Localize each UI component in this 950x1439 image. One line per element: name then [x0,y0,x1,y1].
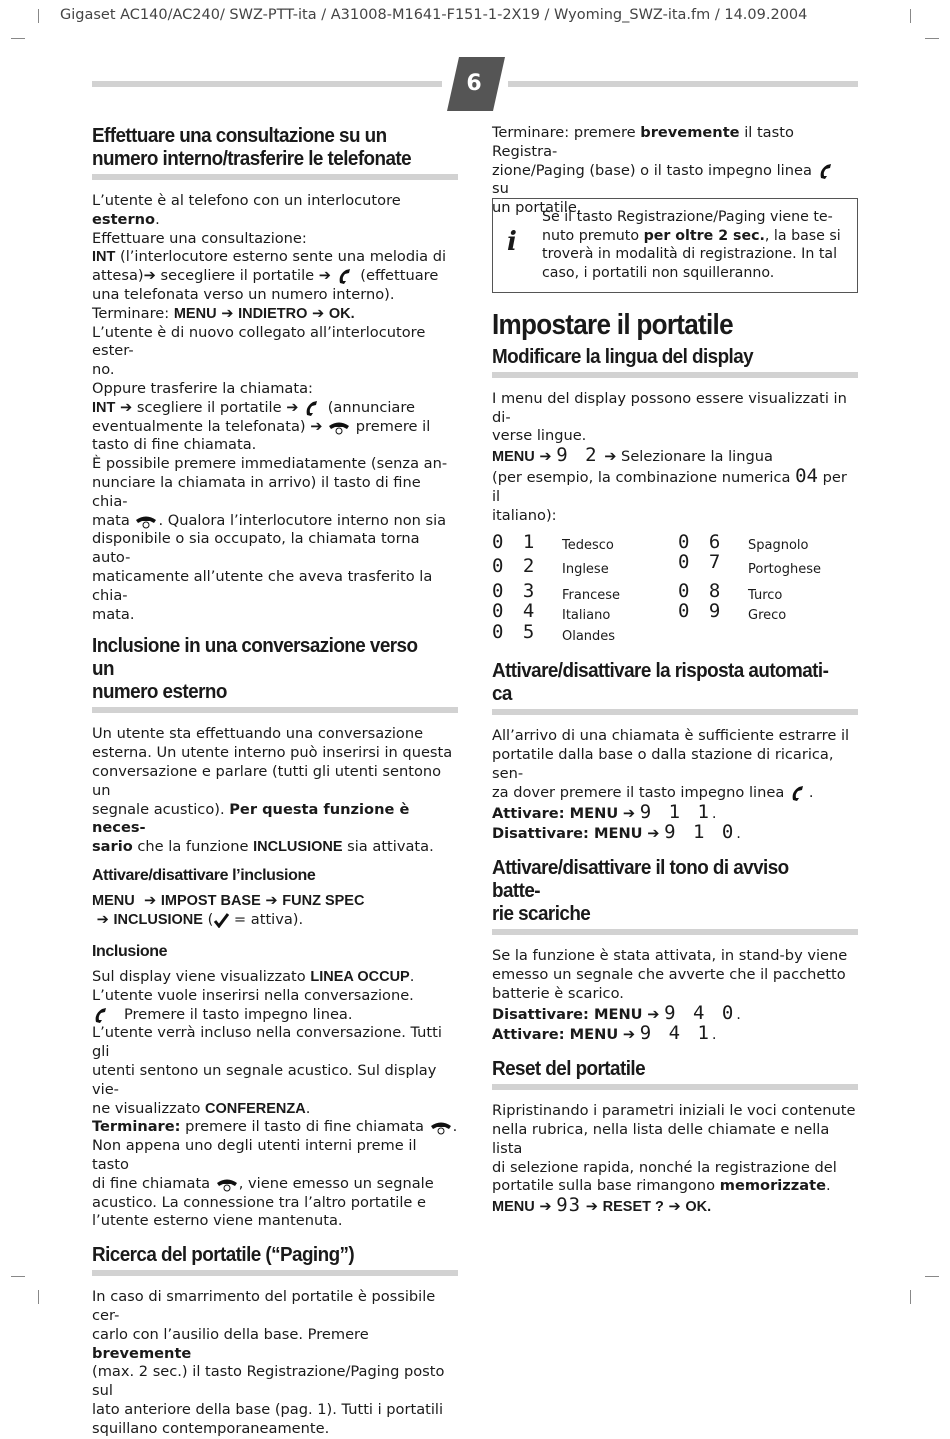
menu-path [492,1196,858,1217]
text: (annunciare [323,398,416,416]
paragraph [492,727,858,802]
text: Selezionare la lingua [616,448,773,466]
arrow-icon: ➔ [318,267,332,285]
paragraph [92,305,458,324]
text: All’arrivo di una chiamata è sufficiente estrarre il [492,727,850,745]
crop-mark [910,9,911,23]
bold-text: brevemente [92,1344,192,1362]
chapter-title: Impostare il portatile [492,309,733,341]
language-name: Greco [748,608,787,624]
paragraph [92,455,458,624]
paragraph: L’utente vuole inserirsi nella conversazione. [92,986,414,1004]
text: Se la funzione è stata attivata, in stand-by viene [492,947,848,965]
text: In caso di smarrimento del portatile è possibile cer- [92,1288,436,1325]
end-call-key-icon [327,419,351,435]
text: carlo con l’ausilio della base. Premere [92,1325,369,1343]
text: Terminare: premere [492,124,641,141]
text: , la base si [764,227,841,244]
title-line: numero esterno [92,680,227,704]
checkmark-icon [213,912,229,928]
language-name: Inglese [562,562,609,578]
crop-mark [910,1290,911,1304]
text: (max. 2 sec.) il tasto Registrazione/Paging posto sul [92,1363,445,1400]
end-call-key-icon [215,1176,239,1192]
menu-key: RESET ? [602,1199,664,1216]
language-code: 0 6 [678,531,725,554]
info-text [542,208,842,282]
info-box [492,198,858,293]
text: caso, i portatili non squilleranno. [542,264,775,281]
language-code: 0 4 [492,600,539,623]
language-name: Portoghese [748,562,821,578]
menu-path [492,446,858,467]
text: squillano contemporaneamente. [92,1419,330,1437]
menu-path [492,800,858,824]
section-consultazione [92,124,458,624]
paragraph [92,324,458,380]
language-code: 0 3 [492,580,539,603]
text: ( [202,910,214,928]
page-number-tab [447,57,505,111]
section-inclusione [92,634,458,1231]
info-icon: i [507,227,517,257]
arrow-icon: ➔ [647,825,660,843]
text: portatile sulla base rimangono [492,1177,720,1195]
language-code: 0 2 [492,555,539,578]
talk-key-icon [817,162,837,180]
title-line: Attivare/disattivare la risposta automati- [492,659,829,683]
language-name: Spagnolo [748,538,809,554]
paragraph: Oppure trasferire la chiamata: [92,379,313,397]
section-title [492,659,829,705]
text: zione/Paging (base) o il tasto impegno linea [492,161,817,179]
title-line: numero interno/trasferire le telefonate [92,147,412,170]
text: . [409,968,415,986]
text: . [736,825,741,843]
key-code: 93 [556,1194,582,1217]
crop-mark [11,1276,25,1277]
language-name: Italiano [562,608,611,624]
text: secegliere il portatile [155,267,319,285]
text: . [452,1118,458,1136]
text: disponibile o sia occupato, la chiamata torna auto- [92,530,420,567]
text: È possibile premere immediatamente (senza an- [92,455,448,473]
text: Premere il tasto impegno linea. [124,1005,353,1023]
key-code: 9 4 1 [639,1022,712,1045]
end-call-key-icon [429,1119,453,1135]
display-text: LINEA OCCUP [310,969,410,986]
title-line: rie scariche [492,902,591,926]
header-rule-left [92,81,442,87]
arrow-icon: ➔ [585,1198,598,1216]
text: Non appena uno degli utenti interni preme il tasto [92,1137,417,1174]
paragraph [492,464,858,525]
crop-mark [11,38,25,39]
bold-text: esterno [92,210,156,228]
text: emesso un segnale che avverte che il pacchetto [492,965,846,983]
menu-key: INDIETRO [238,305,308,322]
text: esterna. Un utente interno può inserirsi in questa [92,744,453,762]
language-name: Tedesco [562,538,614,554]
paragraph [92,1288,458,1438]
arrow-icon: ➔ [622,1026,636,1044]
paragraph [492,1102,858,1196]
text: tasto di fine chiamata. [92,436,257,454]
text: premere il tasto di fine chiamata [180,1118,429,1136]
title-line: Effettuare una consultazione su un [92,124,387,147]
paragraph [92,399,458,455]
bold-text: Terminare: [92,1118,181,1136]
text: italiano): [492,506,557,524]
text: una telefonata verso un numero interno). [92,285,395,303]
text: verse lingue. [492,427,587,445]
menu-key: MENU [173,305,217,322]
arrow-icon: ➔ [143,891,157,909]
talk-key-icon [336,267,356,285]
text: (l’interlocutore esterno sente una melodia di [115,248,447,266]
text: (per esempio, la combinazione numerica [492,468,796,486]
paragraph [92,1118,458,1137]
paragraph [92,1137,458,1231]
arrow-icon: ➔ [96,910,109,928]
menu-key: INCLUSIONE [113,911,203,928]
title-line: Attivare/disattivare il tono di avviso batte- [492,856,789,903]
text: . [155,210,160,228]
arrow-icon: ➔ [286,398,299,416]
arrow-icon: ➔ [265,891,278,909]
key-code: 9 2 [556,444,600,467]
text: nella rubrica, nella lista delle chiamate e nella lista [492,1120,830,1157]
text: I menu del display possono essere visualizzati in di- [492,389,847,426]
menu-key: MENU [492,1199,535,1216]
text: Terminare: [92,304,174,322]
title-line: Inclusione in una conversazione verso un [92,634,418,681]
text: L’utente è di nuovo collegato all’interlocutore ester- [92,323,426,360]
crop-mark [925,38,939,39]
talk-key-icon [789,784,809,802]
arrow-icon: ➔ [310,417,323,435]
running-head: Gigaset AC140/AC240/ SWZ-PTT-ita / A31008-M1641-F151-1-2X19 / Wyoming_SWZ-ita.fm / 14.09.2004 [60,7,808,23]
menu-key: MENU [92,892,135,909]
section-auto-answer [492,659,858,844]
text: scegliere il portatile [132,398,287,416]
section-battery-alarm [492,856,858,1045]
text: troverà in modalità di registrazione. In tal [542,246,838,263]
key-code: 9 4 0 [664,1001,737,1024]
text: . [711,1026,717,1044]
language-name: Francese [562,588,620,604]
bold-text: memorizzate [719,1177,826,1195]
section-language [492,345,858,644]
left-column [92,124,458,1439]
talk-key-icon [303,399,323,417]
subsection-title: Inclusione [92,943,168,961]
paragraph [92,968,458,987]
paragraph [492,390,858,446]
text: nuto premuto [542,227,644,244]
text: za dover premere il tasto impegno linea [492,783,789,801]
text: mata. [92,605,135,623]
text: . [711,804,717,822]
menu-path [492,823,858,844]
paragraph [92,192,458,230]
text: segnale acustico). [92,800,230,818]
text: su [492,180,509,198]
text: . Qualora l’interlocutore interno non sia [158,511,447,529]
arrow-icon: ➔ [221,304,234,322]
menu-key: INT [92,249,116,266]
paragraph [92,1006,458,1025]
text: di fine chiamata [92,1174,215,1192]
text: che la funzione [132,838,254,856]
key-code: 9 1 0 [664,821,737,844]
text: batterie è scarico. [492,984,624,1002]
text: sia attivata. [342,838,434,856]
right-column [492,309,858,1217]
language-code: 0 8 [678,580,725,603]
language-code: 0 7 [678,551,725,574]
paragraph [92,248,458,304]
text: . [826,1177,831,1195]
text: portatile dalla base o dalla stazione di ricarica, sen- [492,746,834,782]
menu-key: OK. [328,305,355,322]
section-title [492,856,829,925]
arrow-icon: ➔ [311,304,325,322]
display-text: CONFERENZA [205,1100,306,1117]
paragraph: Effettuare una consultazione: [92,229,307,247]
language-table [492,525,858,643]
section-reset [492,1057,858,1217]
bold-text: brevemente [640,124,740,141]
text: mata [92,511,135,529]
text: maticamente all’utente che aveva trasferito la chia- [92,567,433,604]
paragraph [492,947,858,1003]
menu-key: FUNZ SPEC [282,892,365,909]
section-title: Ricerca del portatile (“Paging”) [92,1243,355,1267]
menu-path [92,892,458,930]
arrow-icon: ➔ [539,448,552,466]
text: conversazione e parlare (tutti gli utenti sentono un [92,762,442,799]
text: L’utente verrà incluso nella conversazione. Tutti gli [92,1024,442,1061]
text: ne visualizzato [92,1099,206,1117]
text: no. [92,361,115,379]
menu-path [492,1024,858,1045]
language-code: 0 1 [492,531,539,554]
text: L’utente è al telefono con un interlocutore [92,192,401,209]
text: acustico. La connessione tra l’altro portatile e [92,1193,427,1211]
text: utenti sentono un segnale acustico. Sul display vie- [92,1062,437,1098]
key-code: 9 1 1 [639,800,712,823]
text: = attiva). [229,910,304,928]
end-call-key-icon [134,513,158,529]
text: Se il tasto Registrazione/Paging viene te- [542,209,833,225]
crop-mark [38,1290,39,1304]
language-name: Olandes [562,629,616,645]
menu-key: IMPOST BASE [160,892,261,909]
crop-mark [925,1276,939,1277]
text: un portatile. [492,199,582,217]
text: di selezione rapida, nonché la registrazione del [492,1158,837,1176]
menu-key: INT [92,399,116,416]
text: l’utente esterno viene mantenuta. [92,1212,343,1230]
bold-text: Per questa funzione è neces- [92,800,410,837]
language-code: 0 5 [492,621,539,644]
arrow-icon: ➔ [539,1198,552,1216]
text: attesa) [92,267,144,285]
text: Sul display viene visualizzato [92,968,311,986]
section-title [92,124,429,170]
text: lato anteriore della base (pag. 1). Tutti i portatili [92,1401,444,1419]
menu-key: INCLUSIONE [253,839,343,856]
bold-text: Attivare: MENU [492,804,619,822]
arrow-icon: ➔ [668,1198,681,1216]
text: eventualmente la telefonata) [92,417,311,435]
bold-text: per oltre 2 sec. [643,227,765,244]
text: . [736,1005,741,1023]
arrow-icon: ➔ [143,267,156,285]
text: il tasto Registra- [492,124,794,160]
text: Ripristinando i parametri iniziali le voci contenute [492,1102,856,1120]
text: , viene emesso un segnale [238,1174,434,1192]
language-code: 0 9 [678,600,725,623]
arrow-icon: ➔ [622,804,636,822]
menu-key: OK. [685,1199,712,1216]
text: nunciare la chiamata in arrivo) il tasto di fine chia- [92,473,421,510]
talk-key-icon [92,1006,124,1024]
bold-text: Disattivare: MENU [492,1005,643,1023]
section-paging [92,1243,458,1438]
bold-text: Attivare: MENU [492,1026,619,1044]
menu-path [492,1001,858,1025]
header-rule-right [508,81,858,87]
arrow-icon: ➔ [604,448,617,466]
text: per il [492,468,847,505]
section-title [92,634,429,703]
paragraph [92,1024,458,1118]
language-name: Turco [748,588,783,604]
page-number: 6 [466,71,482,96]
section-title: Modificare la lingua del display [492,344,754,368]
text: (effettuare [355,267,439,285]
bold-text: sario [92,838,133,856]
subsection-title: Attivare/disattivare l’inclusione [92,866,316,884]
section-title: Reset del portatile [492,1057,646,1081]
menu-key: MENU [492,449,535,466]
key-code: 04 [795,464,818,487]
bold-text: Disattivare: MENU [492,825,643,843]
title-line: ca [492,682,512,706]
text: . [808,783,814,801]
text: . [305,1099,311,1117]
paragraph [92,725,458,857]
text: Un utente sta effettuando una conversazione [92,725,424,743]
text: premere il [351,417,431,435]
arrow-icon: ➔ [120,398,133,416]
crop-mark [38,9,39,23]
arrow-icon: ➔ [647,1005,660,1023]
